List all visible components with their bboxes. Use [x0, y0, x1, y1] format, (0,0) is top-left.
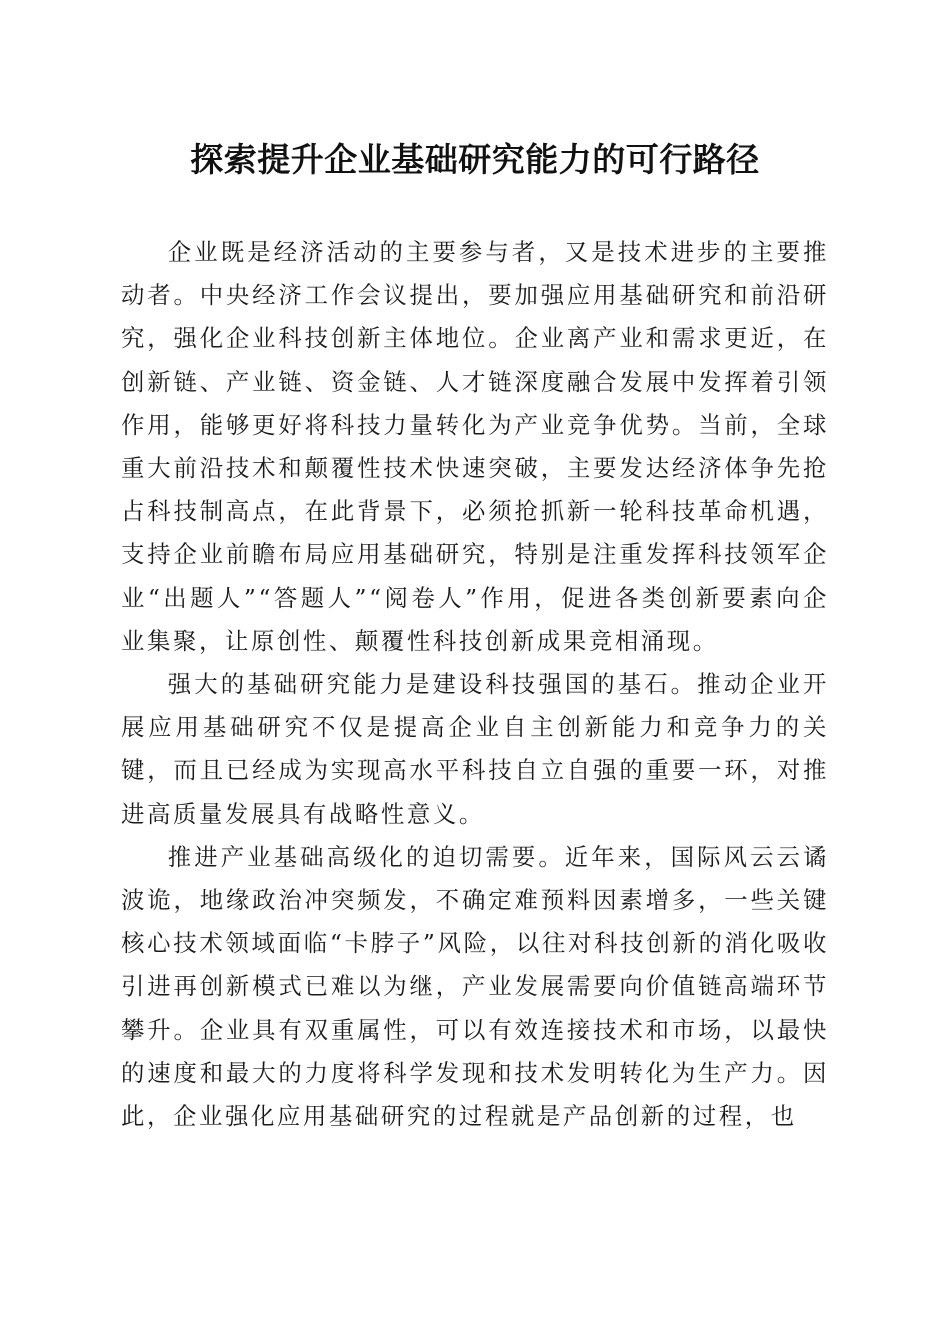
document-body: [121, 231, 829, 1138]
paragraph-2: 强大的基础研究能力是建设科技强国的基石。推动企业开展应用基础研究不仅是提高企业自主创新能力和竞争力的关键，而且已经成为实现高水平科技自立自强的重要一环，对推进高质量发展具有战略性意义。: [121, 670, 829, 828]
paragraph-1: 企业既是经济活动的主要参与者，又是技术进步的主要推动者。中央经济工作会议提出，要加强应用基础研究和前沿研究，强化企业科技创新主体地位。企业离产业和需求更近，在创新链、产业链、资金链、人才链深度融合发展中发挥着引领作用，能够更好将科技力量转化为产业竞争优势。当前，全球重大前沿技术和颠覆性技术快速突破，主要发达经济体争先抢占科技制高点，在此背景下，必须抢抓新一轮科技革命机遇，支持企业前瞻布局应用基础研究，特别是注重发挥科技领军企业“出题人”“答题人”“阅卷人”作用，促进各类创新要素向企业集聚，让原创性、颠覆性科技创新成果竞相涌现。: [121, 238, 829, 655]
document-title: 探索提升企业基础研究能力的可行路径: [190, 140, 760, 179]
paragraph-3: 推进产业基础高级化的迫切需要。近年来，国际风云云谲波诡，地缘政治冲突频发，不确定难预料因素增多，一些关键核心技术领域面临“卡脖子”风险，以往对科技创新的消化吸收引进再创新模式已难以为继，产业发展需要向价值链高端环节攀升。企业具有双重属性，可以有效连接技术和市场，以最快的速度和最大的力度将科学发现和技术发明转化为生产力。因此，企业强化应用基础研究的过程就是产品创新的过程，也: [121, 842, 829, 1131]
